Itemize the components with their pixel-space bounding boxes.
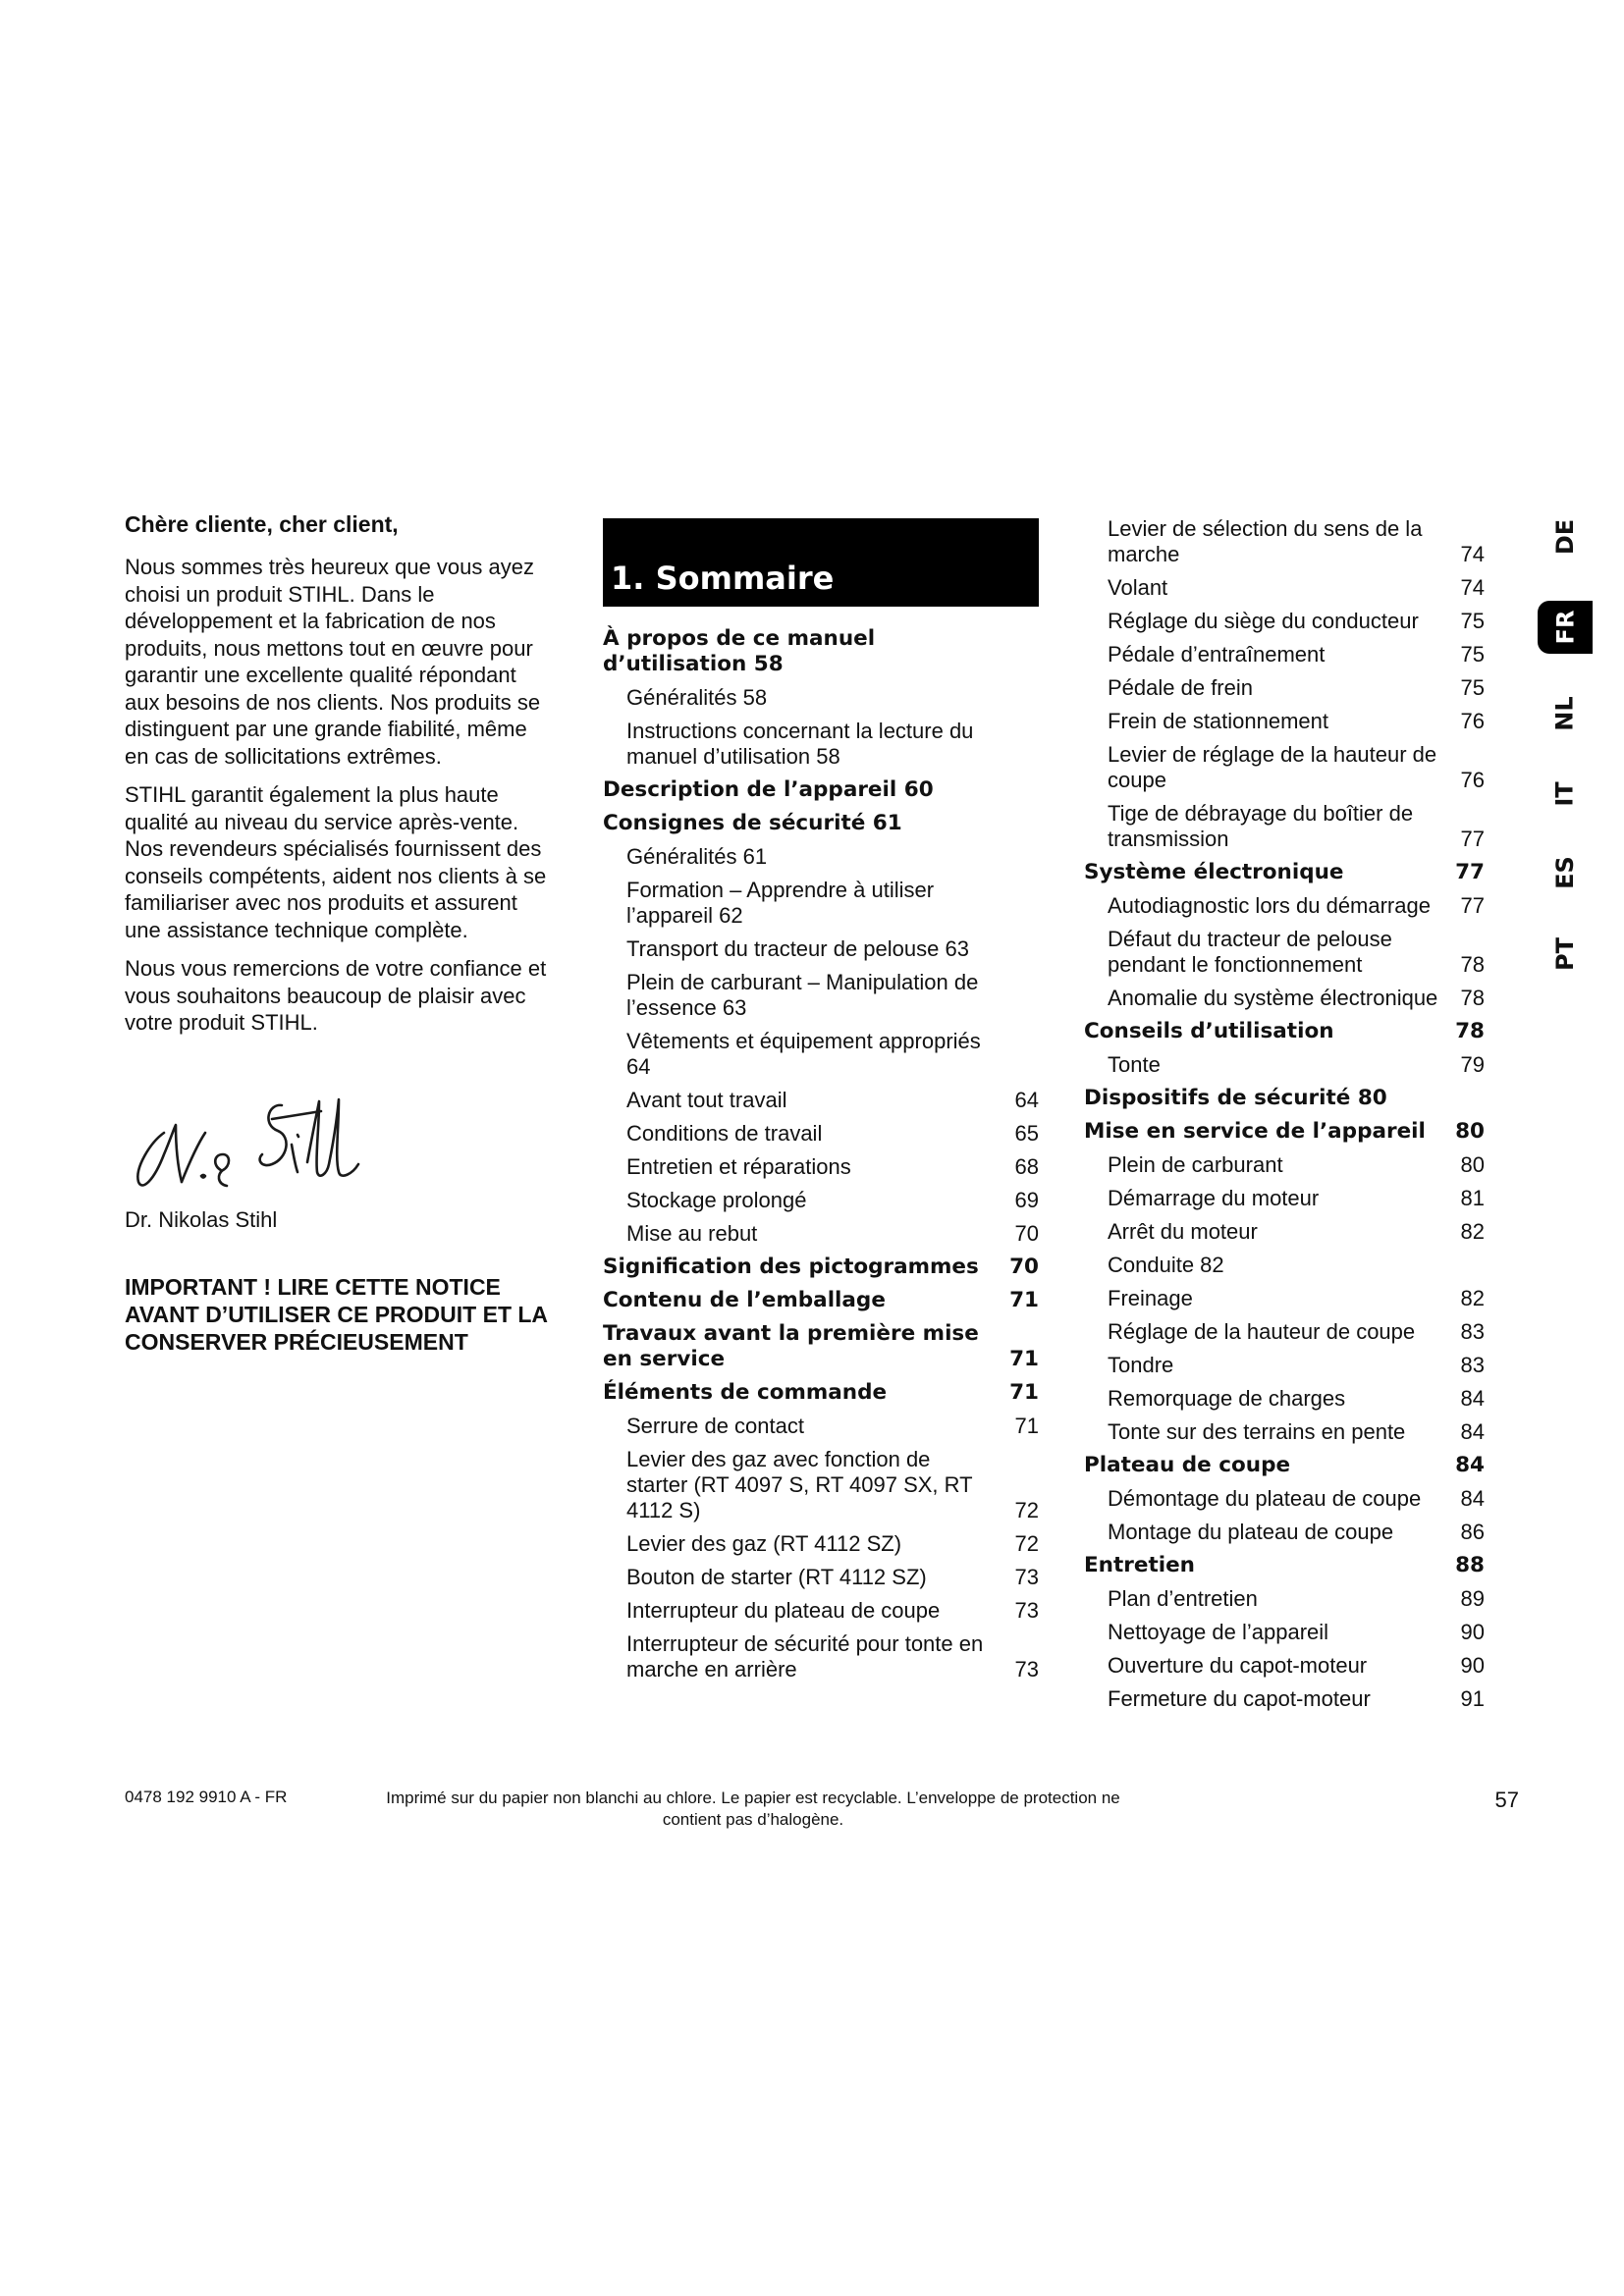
toc-entry-page: 91 xyxy=(1460,1686,1485,1711)
toc-entry-title: Interrupteur du plateau de coupe xyxy=(626,1598,941,1623)
toc-entry[interactable] xyxy=(1084,1019,1485,1044)
language-tab-it[interactable] xyxy=(1538,768,1593,821)
signer-name: Dr. Nikolas Stihl xyxy=(125,1206,278,1232)
toc-entry-page: 78 xyxy=(1460,986,1485,1010)
toc-entry-title: Instructions concernant la lecture du manuel d’utilisation 58 xyxy=(626,719,974,769)
toc-entry-page: 70 xyxy=(1009,1255,1039,1279)
intro-paragraph-3: Nous vous remercions de votre confiance et vous souhaitons beaucoup de plaisir avec votre produit STIHL. xyxy=(125,956,547,1035)
toc-entry-title: Travaux avant la première mise en service xyxy=(603,1321,979,1371)
toc-entry[interactable] xyxy=(1084,1620,1485,1645)
toc-entry[interactable] xyxy=(1084,1453,1485,1478)
toc-entry-title: Montage du plateau de coupe xyxy=(1108,1520,1394,1544)
toc-entry-title: Arrêt du moteur xyxy=(1108,1219,1258,1244)
toc-entry-page: 76 xyxy=(1460,768,1485,792)
toc-entry-page: 71 xyxy=(1009,1347,1039,1371)
toc-entry-page: 76 xyxy=(1460,709,1485,733)
language-tab-de[interactable] xyxy=(1538,510,1593,563)
toc-entry-page: 65 xyxy=(1014,1121,1039,1146)
toc-entry-title: Anomalie du système électronique xyxy=(1108,986,1438,1010)
toc-entry-page: 72 xyxy=(1014,1531,1039,1556)
toc-entry[interactable] xyxy=(1084,1586,1485,1612)
toc-entry-page: 74 xyxy=(1460,542,1485,566)
toc-entry-title: Freinage xyxy=(1108,1286,1193,1310)
toc-entry-title: Transport du tracteur de pelouse 63 xyxy=(626,936,969,961)
toc-entry[interactable] xyxy=(603,878,1039,929)
toc-entry[interactable] xyxy=(603,1447,1039,1523)
toc-entry-title: Consignes de sécurité 61 xyxy=(603,811,902,835)
toc-entry-page: 75 xyxy=(1460,675,1485,700)
toc-entry[interactable] xyxy=(603,936,1039,962)
toc-entry-title: Contenu de l’emballage xyxy=(603,1288,886,1312)
toc-entry-title: Avant tout travail xyxy=(626,1088,787,1112)
toc-entry-page: 71 xyxy=(1014,1414,1039,1438)
toc-entry-title: Volant xyxy=(1108,575,1168,600)
toc-entry[interactable] xyxy=(603,1565,1039,1590)
toc-entry-title: Généralités 61 xyxy=(626,844,768,869)
toc-entry-title: Nettoyage de l’appareil xyxy=(1108,1620,1329,1644)
toc-entry-title: Démarrage du moteur xyxy=(1108,1186,1320,1210)
toc-entry[interactable] xyxy=(1084,1386,1485,1412)
toc-entry-title: Fermeture du capot-moteur xyxy=(1108,1686,1371,1711)
toc-entry-title: Levier des gaz (RT 4112 SZ) xyxy=(626,1531,902,1556)
toc-entry-title: Formation – Apprendre à utiliser l’appareil 62 xyxy=(626,878,935,928)
toc-entry-title: Autodiagnostic lors du démarrage xyxy=(1108,893,1431,918)
toc-entry-title: Levier de sélection du sens de la marche xyxy=(1108,516,1423,566)
toc-entry-title: À propos de ce manuel d’utilisation 58 xyxy=(603,626,876,676)
toc-entry-title: Remorquage de charges xyxy=(1108,1386,1346,1411)
toc-entry[interactable] xyxy=(1084,927,1485,978)
toc-entry-title: Mise en service de l’appareil xyxy=(1084,1119,1426,1144)
toc-entry-page: 75 xyxy=(1460,642,1485,667)
toc-entry[interactable] xyxy=(603,1188,1039,1213)
toc-entry[interactable] xyxy=(1084,1253,1485,1278)
toc-entry[interactable] xyxy=(1084,801,1485,852)
toc-entry[interactable] xyxy=(603,777,1039,803)
toc-entry[interactable] xyxy=(1084,893,1485,919)
toc-entry[interactable] xyxy=(1084,1219,1485,1245)
toc-entry-title: Interrupteur de sécurité pour tonte en marche en arrière xyxy=(626,1631,984,1682)
toc-entry-page: 82 xyxy=(1460,1286,1485,1310)
toc-entry-title: Éléments de commande xyxy=(603,1380,888,1405)
toc-entry[interactable] xyxy=(603,970,1039,1021)
toc-entry-page: 71 xyxy=(1009,1380,1039,1405)
toc-list-left xyxy=(603,626,1039,1682)
language-tab-label: FR xyxy=(1551,610,1579,645)
toc-entry[interactable] xyxy=(603,1414,1039,1439)
toc-entry-title: Levier des gaz avec fonction de starter (RT 4097 S, RT 4097 SX, RT 4112 S) xyxy=(626,1447,973,1522)
toc-entry[interactable] xyxy=(1084,1119,1485,1145)
toc-entry[interactable] xyxy=(603,685,1039,711)
toc-entry[interactable] xyxy=(1084,1353,1485,1378)
toc-entry[interactable] xyxy=(603,1380,1039,1406)
toc-entry-title: Entretien et réparations xyxy=(626,1154,851,1179)
toc-entry-page: 88 xyxy=(1455,1553,1485,1577)
toc-entry-title: Entretien xyxy=(1084,1553,1195,1577)
toc-list-right xyxy=(1084,516,1485,1712)
toc-entry-page: 79 xyxy=(1460,1052,1485,1077)
toc-entry-title: Conduite 82 xyxy=(1108,1253,1224,1277)
toc-entry-title: Dispositifs de sécurité 80 xyxy=(1084,1086,1387,1110)
toc-entry[interactable] xyxy=(1084,709,1485,734)
toc-entry[interactable] xyxy=(1084,675,1485,701)
toc-entry[interactable] xyxy=(1084,1486,1485,1512)
toc-entry-page: 83 xyxy=(1460,1353,1485,1377)
toc-entry-title: Serrure de contact xyxy=(626,1414,804,1438)
language-tab-label: DE xyxy=(1550,518,1579,556)
toc-entry[interactable] xyxy=(1084,1319,1485,1345)
toc-entry-title: Mise au rebut xyxy=(626,1221,758,1246)
sommaire-heading-box xyxy=(603,518,1039,607)
language-tab-nl[interactable] xyxy=(1538,687,1593,740)
toc-entry[interactable] xyxy=(603,1631,1039,1682)
toc-entry-page: 80 xyxy=(1460,1152,1485,1177)
toc-entry[interactable] xyxy=(1084,1686,1485,1712)
toc-entry-title: Pédale de frein xyxy=(1108,675,1253,700)
toc-entry[interactable] xyxy=(603,626,1039,677)
toc-entry-page: 86 xyxy=(1460,1520,1485,1544)
toc-entry[interactable] xyxy=(1084,742,1485,793)
toc-entry-title: Vêtements et équipement appropriés 64 xyxy=(626,1029,981,1079)
toc-entry-page: 73 xyxy=(1014,1657,1039,1682)
toc-entry-title: Conditions de travail xyxy=(626,1121,823,1146)
toc-entry[interactable] xyxy=(603,1321,1039,1372)
toc-entry-page: 72 xyxy=(1014,1498,1039,1522)
toc-entry-title: Frein de stationnement xyxy=(1108,709,1329,733)
toc-entry-title: Plateau de coupe xyxy=(1084,1453,1291,1477)
toc-entry-page: 73 xyxy=(1014,1565,1039,1589)
toc-entry-title: Généralités 58 xyxy=(626,685,768,710)
toc-entry-title: Signification des pictogrammes xyxy=(603,1255,979,1279)
toc-entry[interactable] xyxy=(603,1288,1039,1313)
toc-entry-title: Plein de carburant xyxy=(1108,1152,1283,1177)
toc-entry-title: Tonte sur des terrains en pente xyxy=(1108,1419,1406,1444)
toc-entry-page: 75 xyxy=(1460,609,1485,633)
toc-entry-page: 78 xyxy=(1460,952,1485,977)
toc-entry[interactable] xyxy=(1084,516,1485,567)
toc-entry[interactable] xyxy=(1084,1086,1485,1111)
toc-entry-page: 71 xyxy=(1009,1288,1039,1312)
toc-column-left xyxy=(603,518,1039,1682)
toc-entry-page: 78 xyxy=(1455,1019,1485,1043)
toc-entry[interactable] xyxy=(1084,575,1485,601)
toc-entry-page: 84 xyxy=(1460,1486,1485,1511)
toc-entry-page: 89 xyxy=(1460,1586,1485,1611)
toc-entry-page: 80 xyxy=(1455,1119,1485,1144)
toc-entry-title: Tonte xyxy=(1108,1052,1161,1077)
toc-entry-page: 64 xyxy=(1014,1088,1039,1112)
toc-entry-title: Réglage du siège du conducteur xyxy=(1108,609,1419,633)
intro-column xyxy=(125,510,557,1356)
toc-entry-title: Stockage prolongé xyxy=(626,1188,807,1212)
toc-entry-title: Description de l’appareil 60 xyxy=(603,777,934,802)
toc-entry[interactable] xyxy=(1084,1419,1485,1445)
page-number: 57 xyxy=(1494,1788,1519,1812)
toc-entry[interactable] xyxy=(1084,1052,1485,1078)
toc-entry-page: 70 xyxy=(1014,1221,1039,1246)
toc-entry[interactable] xyxy=(1084,642,1485,667)
language-tab-label: IT xyxy=(1551,781,1579,807)
toc-entry[interactable] xyxy=(1084,860,1485,885)
toc-entry-title: Plan d’entretien xyxy=(1108,1586,1258,1611)
toc-entry[interactable] xyxy=(1084,1553,1485,1578)
toc-column-right xyxy=(1084,516,1485,1712)
toc-entry[interactable] xyxy=(1084,1653,1485,1679)
toc-entry-page: 90 xyxy=(1460,1653,1485,1678)
toc-entry[interactable] xyxy=(1084,1152,1485,1178)
toc-entry[interactable] xyxy=(1084,986,1485,1011)
page-footer xyxy=(125,1788,1519,1837)
intro-paragraph-2: STIHL garantit également la plus haute qualité au niveau du service après-vente. Nos revendeurs spécialisés fournissent des conseils compétents, aident nos clients à se familiariser avec nos produits et assurent une assistance technique complète. xyxy=(125,782,547,942)
toc-entry-page: 83 xyxy=(1460,1319,1485,1344)
toc-entry-page: 82 xyxy=(1460,1219,1485,1244)
toc-entry-title: Réglage de la hauteur de coupe xyxy=(1108,1319,1416,1344)
toc-entry[interactable] xyxy=(603,1029,1039,1080)
toc-entry-title: Levier de réglage de la hauteur de coupe xyxy=(1108,742,1437,792)
toc-entry-page: 74 xyxy=(1460,575,1485,600)
toc-entry[interactable] xyxy=(603,1221,1039,1247)
language-tab-pt[interactable] xyxy=(1538,928,1593,981)
toc-entry[interactable] xyxy=(603,1121,1039,1147)
toc-entry[interactable] xyxy=(603,1598,1039,1624)
important-notice: IMPORTANT ! LIRE CETTE NOTICE AVANT D’UTILISER CE PRODUIT ET LA CONSERVER PRÉCIEUSEMENT xyxy=(125,1273,548,1355)
toc-entry-page: 84 xyxy=(1460,1419,1485,1444)
document-code: 0478 192 9910 A - FR xyxy=(125,1788,288,1806)
toc-entry-page: 77 xyxy=(1460,893,1485,918)
toc-entry-page: 84 xyxy=(1460,1386,1485,1411)
language-tab-es[interactable] xyxy=(1538,846,1593,899)
toc-entry-title: Défaut du tracteur de pelouse pendant le fonctionnement xyxy=(1108,927,1392,977)
toc-entry-page: 73 xyxy=(1014,1598,1039,1623)
sommaire-heading: 1. Sommaire xyxy=(611,560,835,597)
toc-entry[interactable] xyxy=(603,844,1039,870)
toc-entry[interactable] xyxy=(603,811,1039,836)
toc-entry-title: Plein de carburant – Manipulation de l’essence 63 xyxy=(626,970,979,1020)
language-tab-label: ES xyxy=(1551,856,1579,889)
toc-entry-title: Bouton de starter (RT 4112 SZ) xyxy=(626,1565,927,1589)
greeting: Chère cliente, cher client, xyxy=(125,511,399,537)
toc-entry-title: Conseils d’utilisation xyxy=(1084,1019,1334,1043)
toc-entry[interactable] xyxy=(1084,1186,1485,1211)
toc-entry-page: 77 xyxy=(1460,827,1485,851)
toc-entry-title: Tondre xyxy=(1108,1353,1174,1377)
toc-entry-page: 90 xyxy=(1460,1620,1485,1644)
language-tab-label: PT xyxy=(1551,937,1579,971)
toc-entry[interactable] xyxy=(603,719,1039,770)
toc-entry[interactable] xyxy=(1084,609,1485,634)
toc-entry-page: 84 xyxy=(1455,1453,1485,1477)
toc-entry[interactable] xyxy=(603,1255,1039,1280)
language-tab-fr[interactable] xyxy=(1538,601,1593,654)
toc-entry-page: 77 xyxy=(1455,860,1485,884)
toc-entry-title: Système électronique xyxy=(1084,860,1344,884)
toc-entry[interactable] xyxy=(1084,1520,1485,1545)
toc-entry-title: Ouverture du capot-moteur xyxy=(1108,1653,1368,1678)
toc-entry-title: Démontage du plateau de coupe xyxy=(1108,1486,1422,1511)
toc-entry-page: 69 xyxy=(1014,1188,1039,1212)
intro-paragraph-1: Nous sommes très heureux que vous ayez choisi un produit STIHL. Dans le développement et la fabrication de nos produits, nous mettons tout en œuvre pour garantir une excellente qualité répondant aux besoins de nos clients. Nos produits se distinguent par une grande fiabilité, même en cas de sollicitations extrêmes. xyxy=(125,555,541,769)
language-tab-label: NL xyxy=(1550,696,1579,731)
toc-entry[interactable] xyxy=(603,1154,1039,1180)
toc-entry-title: Pédale d’entraînement xyxy=(1108,642,1326,667)
paper-note: Imprimé sur du papier non blanchi au chlore. Le papier est recyclable. L’enveloppe de protection ne contient pas d’halogène. xyxy=(386,1789,1120,1829)
toc-entry-page: 81 xyxy=(1460,1186,1485,1210)
toc-entry-title: Tige de débrayage du boîtier de transmission xyxy=(1108,801,1414,851)
toc-entry-page: 68 xyxy=(1014,1154,1039,1179)
toc-entry[interactable] xyxy=(1084,1286,1485,1311)
signature xyxy=(125,1086,380,1194)
toc-entry[interactable] xyxy=(603,1531,1039,1557)
toc-entry[interactable] xyxy=(603,1088,1039,1113)
